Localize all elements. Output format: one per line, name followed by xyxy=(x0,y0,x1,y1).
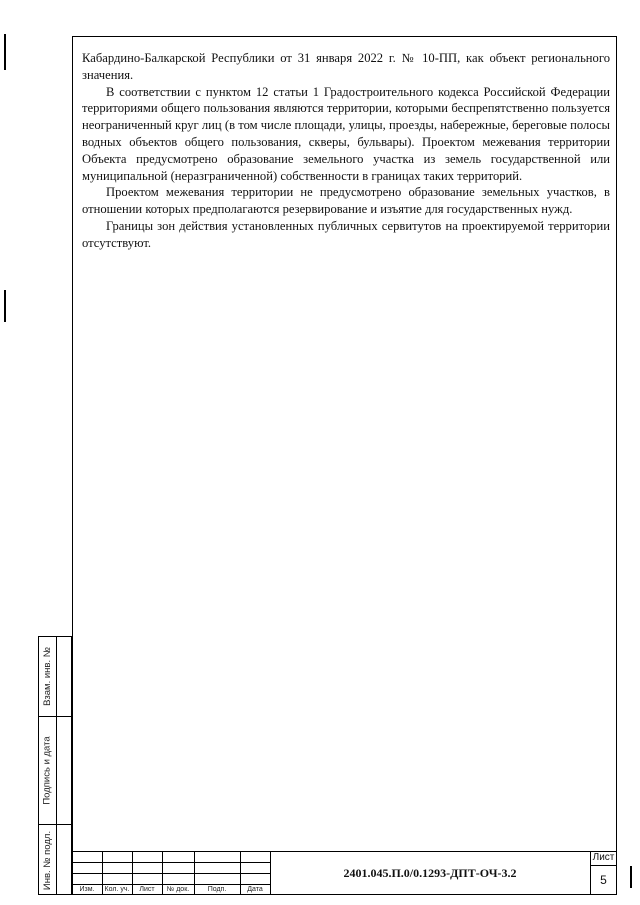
sheet-number: 5 xyxy=(600,873,607,887)
paragraph-4: Границы зон действия установленных публичных сервитутов на проектируемой территории отсутствуют. xyxy=(82,218,610,250)
scan-mark xyxy=(4,290,6,322)
header-izm: Изм. xyxy=(79,886,95,893)
header-kol-uch: Кол. уч. xyxy=(104,886,130,893)
vzam-inv-label: Взам. инв. № xyxy=(42,647,54,706)
scan-mark xyxy=(4,34,6,70)
side-stamp xyxy=(38,636,72,895)
header-list: Лист xyxy=(139,886,155,893)
header-podp: Подп. xyxy=(207,886,227,893)
inv-podl-label: Инв. № подл. xyxy=(42,830,53,890)
header-no-dok: № док. xyxy=(166,886,190,893)
sheet-label: Лист xyxy=(592,852,615,863)
signature-date-label: Подпись и дата xyxy=(42,735,54,805)
paragraph-2: В соответствии с пунктом 12 статьи 1 Градостроительного кодекса Российской Федерации территориями общего пользования являются территории, которыми беспрепятственно пользуется неограниченный круг лиц (в том числе площади, улицы, проезды, набережные, береговые полосы водных объектов общего пользования, скверы, бульвары). Проектом межевания территории Объекта предусмотрено образование земельного участка из земель государственной или муниципальной (неразграниченной) собственности в границах таких территорий. xyxy=(82,84,610,183)
paragraph-1: Кабардино-Балкарской Республики от 31 января 2022 г. № 10-ПП, как объект регионального значения. xyxy=(82,51,610,82)
scan-mark xyxy=(630,866,632,888)
paragraph-3: Проектом межевания территории не предусмотрено образование земельных участков, в отношении которых предполагаются резервирование и изъятие для государственных нужд. xyxy=(82,185,610,217)
header-data: Дата xyxy=(247,886,263,893)
document-body xyxy=(82,50,610,252)
document-code: 2401.045.П.0/0.1293-ДПТ-ОЧ-3.2 xyxy=(343,865,517,880)
